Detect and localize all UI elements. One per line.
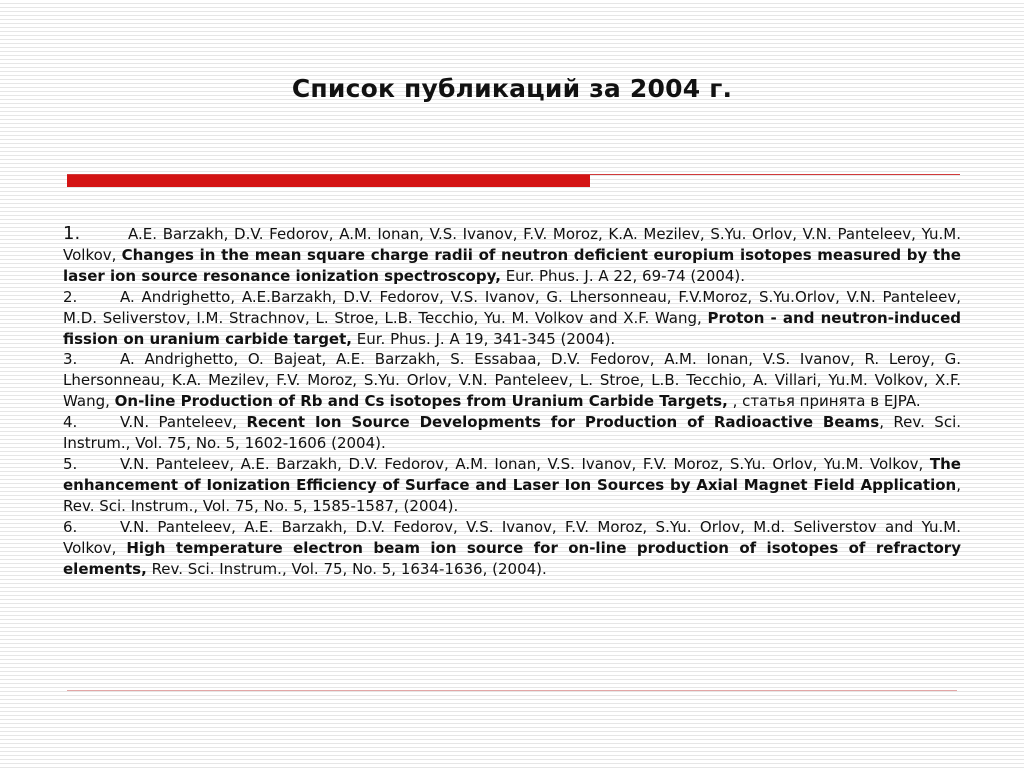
publication-item bbox=[63, 517, 961, 580]
publication-source: , Rev. Sci. Instrum., Vol. 75, No. 5, 1602-1606 (2004). bbox=[63, 413, 961, 453]
header-divider-accent-bar bbox=[67, 175, 590, 187]
footer-divider-line bbox=[67, 690, 957, 691]
publication-authors: A. Andrighetto, O. Bajeat, A.E. Barzakh, S. Essabaa, D.V. Fedorov, A.M. Ionan, V.S. Ivanov, R. Leroy, G. Lhersonneau, K.A. Mezilev, F.V. Moroz, S.Yu. Orlov, V.N. Panteleev, L. Stroe, L.B. Tecchio, A. Villari, Yu.M. Volkov, X.F. Wang, bbox=[63, 350, 961, 411]
publication-number: 3. bbox=[63, 350, 78, 369]
publication-title: Recent Ion Source Developments for Production of Radioactive Beams bbox=[246, 413, 880, 432]
header-divider bbox=[67, 174, 960, 188]
publication-source: , Rev. Sci. Instrum., Vol. 75, No. 5, 1585-1587, (2004). bbox=[63, 475, 961, 515]
publication-source: , статья принята в EJPA. bbox=[732, 392, 921, 411]
publication-authors: V.N. Panteleev, A.E. Barzakh, D.V. Fedorov, A.M. Ionan, V.S. Ivanov, F.V. Moroz, S.Yu. Orlov, Yu.M. Volkov, bbox=[120, 454, 924, 473]
publication-number: 6. bbox=[63, 517, 78, 536]
publication-source: Eur. Phus. J. A 22, 69-74 (2004). bbox=[505, 266, 746, 285]
publication-source: Rev. Sci. Instrum., Vol. 75, No. 5, 1634-1636, (2004). bbox=[151, 559, 547, 578]
page-title: Список публикаций за 2004 г. bbox=[291, 74, 733, 103]
publication-number: 4. bbox=[63, 413, 78, 432]
publication-authors: A. Andrighetto, A.E.Barzakh, D.V. Fedorov, V.S. Ivanov, G. Lhersonneau, F.V.Moroz, S.Yu.Orlov, V.N. Panteleev, M.D. Seliverstov, I.M. Strachnov, L. Stroe, L.B. Tecchio, Yu. M. Volkov and X.F. Wang, bbox=[63, 287, 961, 327]
publication-number: 2. bbox=[63, 287, 78, 306]
publication-title: On-line Production of Rb and Cs isotopes from Uranium Carbide Targets, bbox=[114, 392, 728, 411]
publication-authors: A.E. Barzakh, D.V. Fedorov, A.M. Ionan, V.S. Ivanov, F.V. Moroz, K.A. Mezilev, S.Yu. Orlov, V.N. Panteleev, Yu.M. Volkov, bbox=[63, 225, 961, 264]
publication-source: Eur. Phus. J. A 19, 341-345 (2004). bbox=[356, 329, 616, 348]
publication-list bbox=[63, 224, 961, 579]
publication-authors: V.N. Panteleev, bbox=[120, 413, 237, 432]
publication-item bbox=[63, 412, 961, 454]
publication-title: High temperature electron beam ion source for on-line production of isotopes of refractory elements, bbox=[63, 538, 961, 578]
publication-number: 1. bbox=[63, 223, 81, 244]
publication-title: The enhancement of Ionization Efficiency of Surface and Laser Ion Sources by Axial Magnet Field Application bbox=[63, 454, 961, 494]
publication-item bbox=[63, 349, 961, 412]
publication-item bbox=[63, 224, 961, 287]
publication-item bbox=[63, 454, 961, 517]
publication-number: 5. bbox=[63, 454, 78, 473]
publication-item bbox=[63, 287, 961, 350]
publication-title: Proton - and neutron-induced fission on uranium carbide target, bbox=[63, 308, 961, 348]
publication-authors: V.N. Panteleev, A.E. Barzakh, D.V. Fedorov, V.S. Ivanov, F.V. Moroz, S.Yu. Orlov, M.d. Seliverstov and Yu.M. Volkov, bbox=[63, 517, 961, 557]
publication-title: Changes in the mean square charge radii of neutron deficient europium isotopes measured by the laser ion source resonance ionization spectroscopy, bbox=[63, 245, 961, 285]
